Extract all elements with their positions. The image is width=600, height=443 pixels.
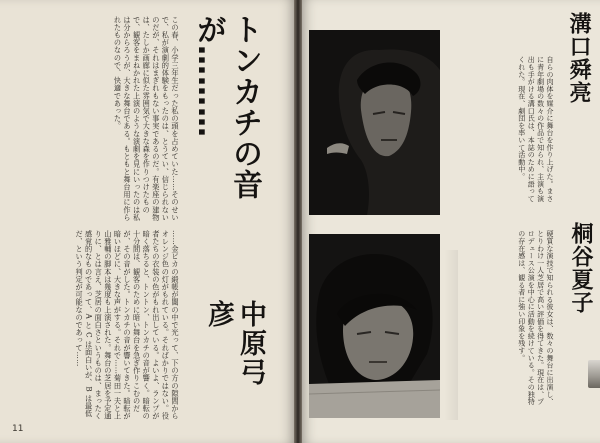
binding-gutter (294, 0, 302, 443)
page-shadow (444, 250, 458, 420)
profile-name-2: 桐谷夏子 (568, 222, 593, 314)
profile-caption-1: 自らの肉体を媒介に舞台を作り上げた。まさに青年劇場の数々の作品で知られ、主演も演出も手がける溝口氏は、本誌のために語ってくれた。現在、劇団を率いて活動中。 (517, 56, 554, 202)
profile-name-1: 溝口舜亮 (566, 12, 591, 104)
article-title: トンカチの音が……… (191, 14, 262, 200)
article-author: 中原弓彦 (203, 300, 266, 387)
article-body-lower: ……金ピカの緞帳が闇の中で光って、下の方の隙間からオレンジ色の灯がもれている。そればかりではない。役者たちの衣装の色がもれ出している。よいよ、ランプが暗く落ちると、トントン、トンカチの音が響く。暗転の十分間は、観客のために暗い舞台を急ぎ作りこむのだが、その音がした。トンカチの音が響いてきた。暗転が暗いほどに、大きな声がする。それで……菊田一夫と上山雅輔の脚本は幾度も上演された。舞台の芝居を予定通りに、とは言え、芝居の面白さというものは、まったく感覚的なものであって、A と C は面白いが、B は最低だ、という判定が可能なのであって…… (75, 230, 180, 420)
portrait-photo-woman (309, 234, 440, 418)
page-number: 11 (12, 424, 24, 434)
portrait-woman-image (309, 234, 440, 418)
portrait-man-image (309, 30, 440, 215)
binder-clip (588, 360, 600, 388)
profile-caption-2: 硬質な演技で知られる彼女は、数々の舞台に出演し、とりわけ一人芝居で高い評価を得てきた。現在は、プロデュース公演を中心に活動を続けている。その独特の存在感は、観る者に強い印象を残す。 (517, 230, 554, 406)
article-body-upper: この春、小学三年生だった私の頭を占めていた……そのせいで、私が演劇的体験をもったのは、とうてい、信じられないのだが、それはまぎれもない事実であるのだ。有楽座の建物は、たしか画廊に似た雰囲気で大きな森を作りつけたもので、観客をまねかれた上演のような演劇を見にいったのは私は分からろうが、大きな舞台である。もともと舞台用に作られたものなので、快適であった。 (113, 16, 180, 222)
portrait-photo-man (309, 30, 440, 215)
